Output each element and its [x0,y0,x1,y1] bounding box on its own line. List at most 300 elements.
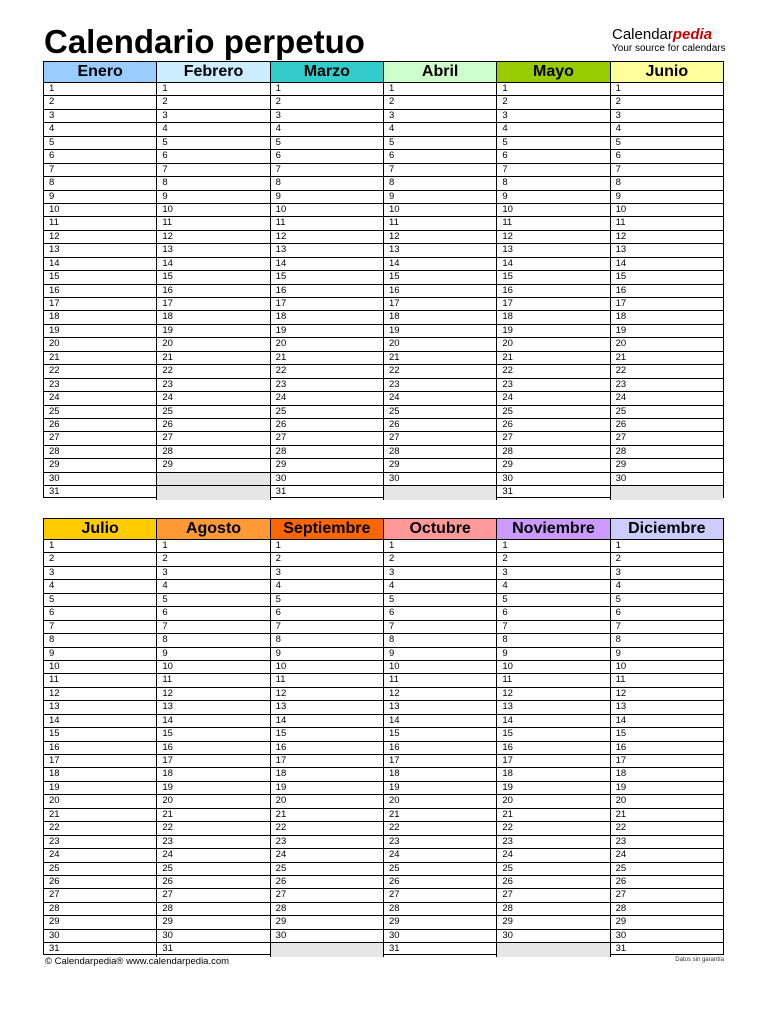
day-cell[interactable]: 12 [271,231,383,244]
day-cell[interactable]: 23 [611,836,723,849]
day-cell[interactable]: 18 [44,768,156,781]
day-cell[interactable]: 22 [497,365,609,378]
day-cell[interactable]: 14 [271,258,383,271]
day-cell[interactable]: 6 [384,150,496,163]
day-cell[interactable]: 13 [44,244,156,257]
day-cell[interactable]: 25 [157,406,269,419]
day-cell[interactable]: 8 [384,634,496,647]
day-cell[interactable]: 26 [271,419,383,432]
day-cell[interactable]: 11 [157,674,269,687]
unused-day-cell[interactable] [157,486,269,499]
day-cell[interactable]: 10 [611,661,723,674]
day-cell[interactable]: 24 [271,392,383,405]
day-cell[interactable]: 29 [384,916,496,929]
day-cell[interactable]: 5 [611,137,723,150]
day-cell[interactable]: 24 [157,849,269,862]
day-cell[interactable]: 8 [611,634,723,647]
day-cell[interactable]: 19 [611,325,723,338]
day-cell[interactable]: 27 [271,889,383,902]
day-cell[interactable]: 6 [157,150,269,163]
day-cell[interactable]: 1 [44,83,156,96]
day-cell[interactable]: 19 [497,325,609,338]
day-cell[interactable]: 2 [271,553,383,566]
day-cell[interactable]: 10 [44,661,156,674]
day-cell[interactable]: 25 [497,863,609,876]
day-cell[interactable]: 18 [44,311,156,324]
day-cell[interactable]: 29 [497,459,609,472]
day-cell[interactable]: 7 [271,164,383,177]
day-cell[interactable]: 18 [157,768,269,781]
day-cell[interactable]: 16 [44,742,156,755]
day-cell[interactable]: 9 [611,648,723,661]
day-cell[interactable]: 17 [44,755,156,768]
day-cell[interactable]: 26 [271,876,383,889]
day-cell[interactable]: 7 [384,164,496,177]
day-cell[interactable]: 14 [44,715,156,728]
day-cell[interactable]: 25 [611,863,723,876]
day-cell[interactable]: 20 [44,338,156,351]
day-cell[interactable]: 18 [497,311,609,324]
day-cell[interactable]: 28 [384,903,496,916]
day-cell[interactable]: 7 [497,621,609,634]
day-cell[interactable]: 2 [271,96,383,109]
day-cell[interactable]: 22 [44,822,156,835]
day-cell[interactable]: 12 [157,231,269,244]
day-cell[interactable]: 13 [44,701,156,714]
day-cell[interactable]: 29 [157,459,269,472]
day-cell[interactable]: 7 [44,621,156,634]
day-cell[interactable]: 29 [271,459,383,472]
day-cell[interactable]: 20 [611,338,723,351]
day-cell[interactable]: 8 [44,634,156,647]
day-cell[interactable]: 27 [611,432,723,445]
day-cell[interactable]: 19 [157,325,269,338]
day-cell[interactable]: 12 [384,688,496,701]
day-cell[interactable]: 22 [157,365,269,378]
day-cell[interactable]: 30 [497,473,609,486]
day-cell[interactable]: 10 [157,661,269,674]
day-cell[interactable]: 5 [157,594,269,607]
day-cell[interactable]: 1 [157,540,269,553]
day-cell[interactable]: 27 [44,889,156,902]
day-cell[interactable]: 27 [271,432,383,445]
day-cell[interactable]: 17 [157,755,269,768]
day-cell[interactable]: 29 [611,916,723,929]
day-cell[interactable]: 9 [44,191,156,204]
day-cell[interactable]: 31 [162,943,173,955]
day-cell[interactable]: 7 [157,164,269,177]
day-cell[interactable]: 25 [271,863,383,876]
day-cell[interactable]: 28 [271,446,383,459]
day-cell[interactable]: 12 [44,688,156,701]
day-cell[interactable]: 23 [384,379,496,392]
day-cell[interactable]: 11 [611,674,723,687]
day-cell[interactable]: 18 [157,311,269,324]
day-cell[interactable]: 5 [611,594,723,607]
day-cell[interactable]: 22 [44,365,156,378]
day-cell[interactable]: 20 [44,795,156,808]
day-cell[interactable]: 24 [271,849,383,862]
day-cell[interactable]: 9 [271,648,383,661]
day-cell[interactable]: 15 [157,271,269,284]
day-cell[interactable]: 4 [611,123,723,136]
day-cell[interactable]: 6 [44,607,156,620]
day-cell[interactable]: 24 [611,849,723,862]
day-cell[interactable]: 9 [384,648,496,661]
day-cell[interactable]: 17 [497,755,609,768]
day-cell[interactable]: 24 [497,392,609,405]
day-cell[interactable]: 15 [611,271,723,284]
day-cell[interactable]: 6 [611,607,723,620]
day-cell[interactable]: 2 [157,96,269,109]
day-cell[interactable]: 5 [497,594,609,607]
day-cell[interactable]: 25 [384,863,496,876]
day-cell[interactable]: 4 [384,580,496,593]
day-cell[interactable]: 8 [157,634,269,647]
day-cell[interactable]: 13 [384,244,496,257]
day-cell[interactable]: 25 [157,863,269,876]
day-cell[interactable]: 14 [384,258,496,271]
day-cell[interactable]: 31 [615,943,627,955]
day-cell[interactable]: 1 [611,83,723,96]
day-cell[interactable]: 8 [44,177,156,190]
day-cell[interactable]: 23 [611,379,723,392]
day-cell[interactable]: 10 [44,204,156,217]
day-cell[interactable]: 26 [611,876,723,889]
day-cell[interactable]: 3 [497,567,609,580]
day-cell[interactable]: 9 [497,191,609,204]
day-cell[interactable]: 13 [611,701,723,714]
day-cell[interactable]: 11 [497,674,609,687]
day-cell[interactable]: 11 [44,674,156,687]
day-cell[interactable]: 25 [44,406,156,419]
day-cell[interactable]: 29 [271,916,383,929]
day-cell[interactable]: 10 [157,204,269,217]
day-cell[interactable]: 25 [44,863,156,876]
day-cell[interactable]: 26 [44,876,156,889]
day-cell[interactable]: 16 [384,742,496,755]
day-cell[interactable]: 15 [44,728,156,741]
day-cell[interactable]: 4 [271,123,383,136]
day-cell[interactable]: 18 [271,311,383,324]
day-cell[interactable]: 24 [44,392,156,405]
day-cell[interactable]: 3 [611,110,723,123]
day-cell[interactable]: 18 [384,311,496,324]
day-cell[interactable]: 20 [271,338,383,351]
day-cell[interactable]: 11 [271,217,383,230]
day-cell[interactable]: 3 [497,110,609,123]
day-cell[interactable]: 5 [384,137,496,150]
day-cell[interactable]: 10 [497,661,609,674]
day-cell[interactable]: 15 [271,728,383,741]
day-cell[interactable]: 21 [611,352,723,365]
day-cell[interactable]: 2 [44,553,156,566]
day-cell[interactable]: 8 [611,177,723,190]
day-cell[interactable]: 30 [611,473,723,486]
day-cell[interactable]: 24 [497,849,609,862]
day-cell[interactable]: 1 [384,83,496,96]
day-cell[interactable]: 14 [44,258,156,271]
day-cell[interactable]: 1 [271,540,383,553]
day-cell[interactable]: 3 [44,567,156,580]
day-cell[interactable]: 13 [271,244,383,257]
day-cell[interactable]: 14 [611,258,723,271]
day-cell[interactable]: 21 [271,809,383,822]
day-cell[interactable]: 21 [44,352,156,365]
day-cell[interactable]: 11 [44,217,156,230]
day-cell[interactable]: 12 [497,231,609,244]
day-cell[interactable]: 17 [497,298,609,311]
day-cell[interactable]: 20 [611,795,723,808]
day-cell[interactable]: 30 [44,473,156,486]
day-cell[interactable]: 30 [271,473,383,486]
day-cell[interactable]: 25 [611,406,723,419]
day-cell[interactable]: 3 [384,567,496,580]
day-cell[interactable]: 8 [271,177,383,190]
day-cell[interactable]: 28 [157,446,269,459]
day-cell[interactable]: 10 [611,204,723,217]
day-cell[interactable]: 2 [384,96,496,109]
day-cell[interactable]: 1 [157,83,269,96]
day-cell[interactable]: 2 [44,96,156,109]
day-cell[interactable]: 7 [44,164,156,177]
day-cell[interactable]: 10 [271,204,383,217]
day-cell[interactable]: 19 [44,782,156,795]
day-cell[interactable]: 4 [497,123,609,136]
day-cell[interactable]: 1 [44,540,156,553]
day-cell[interactable]: 10 [384,661,496,674]
day-cell[interactable]: 16 [271,742,383,755]
day-cell[interactable]: 7 [611,621,723,634]
day-cell[interactable]: 11 [157,217,269,230]
day-cell[interactable]: 16 [497,285,609,298]
day-cell[interactable]: 27 [384,889,496,902]
day-cell[interactable]: 17 [271,298,383,311]
day-cell[interactable]: 18 [384,768,496,781]
day-cell[interactable]: 5 [44,594,156,607]
day-cell[interactable]: 27 [44,432,156,445]
day-cell[interactable]: 2 [611,553,723,566]
day-cell[interactable]: 16 [497,742,609,755]
day-cell[interactable]: 3 [271,110,383,123]
day-cell[interactable]: 2 [611,96,723,109]
day-cell[interactable]: 4 [271,580,383,593]
day-cell[interactable]: 6 [384,607,496,620]
day-cell[interactable]: 26 [497,419,609,432]
day-cell[interactable]: 4 [44,123,156,136]
day-cell[interactable]: 31 [502,486,513,498]
day-cell[interactable]: 17 [384,298,496,311]
day-cell[interactable]: 13 [611,244,723,257]
day-cell[interactable]: 17 [611,755,723,768]
day-cell[interactable]: 20 [157,795,269,808]
day-cell[interactable]: 20 [497,338,609,351]
day-cell[interactable]: 24 [44,849,156,862]
day-cell[interactable]: 8 [497,177,609,190]
day-cell[interactable]: 20 [384,795,496,808]
day-cell[interactable]: 22 [497,822,609,835]
day-cell[interactable]: 19 [384,325,496,338]
day-cell[interactable]: 16 [44,285,156,298]
day-cell[interactable]: 3 [611,567,723,580]
day-cell[interactable]: 5 [384,594,496,607]
day-cell[interactable]: 4 [157,123,269,136]
day-cell[interactable]: 9 [44,648,156,661]
day-cell[interactable]: 15 [384,728,496,741]
day-cell[interactable]: 17 [271,755,383,768]
day-cell[interactable]: 1 [384,540,496,553]
day-cell[interactable]: 1 [611,540,723,553]
day-cell[interactable]: 23 [157,379,269,392]
day-cell[interactable]: 21 [497,809,609,822]
day-cell[interactable]: 31 [388,943,400,955]
day-cell[interactable]: 16 [611,285,723,298]
day-cell[interactable]: 28 [611,446,723,459]
day-cell[interactable]: 7 [611,164,723,177]
day-cell[interactable]: 28 [44,903,156,916]
day-cell[interactable]: 21 [157,809,269,822]
day-cell[interactable]: 21 [611,809,723,822]
day-cell[interactable]: 22 [384,822,496,835]
day-cell[interactable]: 19 [384,782,496,795]
day-cell[interactable]: 3 [384,110,496,123]
day-cell[interactable]: 13 [157,244,269,257]
day-cell[interactable]: 23 [44,836,156,849]
day-cell[interactable]: 15 [611,728,723,741]
day-cell[interactable]: 5 [157,137,269,150]
day-cell[interactable]: 8 [497,634,609,647]
day-cell[interactable]: 7 [157,621,269,634]
day-cell[interactable]: 26 [384,876,496,889]
day-cell[interactable]: 11 [384,674,496,687]
day-cell[interactable]: 23 [157,836,269,849]
day-cell[interactable]: 6 [271,607,383,620]
day-cell[interactable]: 16 [384,285,496,298]
day-cell[interactable]: 13 [497,701,609,714]
day-cell[interactable]: 10 [384,204,496,217]
day-cell[interactable]: 22 [157,822,269,835]
day-cell[interactable]: 30 [611,930,723,943]
day-cell[interactable]: 27 [497,889,609,902]
day-cell[interactable]: 21 [44,809,156,822]
day-cell[interactable]: 3 [44,110,156,123]
day-cell[interactable]: 9 [271,191,383,204]
day-cell[interactable]: 6 [611,150,723,163]
day-cell[interactable]: 12 [497,688,609,701]
day-cell[interactable]: 11 [384,217,496,230]
day-cell[interactable]: 22 [611,822,723,835]
day-cell[interactable]: 1 [497,540,609,553]
day-cell[interactable]: 28 [44,446,156,459]
day-cell[interactable]: 16 [157,285,269,298]
day-cell[interactable]: 9 [497,648,609,661]
day-cell[interactable]: 15 [497,728,609,741]
day-cell[interactable]: 27 [384,432,496,445]
day-cell[interactable]: 31 [275,486,287,498]
day-cell[interactable]: 19 [497,782,609,795]
day-cell[interactable]: 24 [384,849,496,862]
day-cell[interactable]: 13 [384,701,496,714]
day-cell[interactable]: 6 [497,607,609,620]
day-cell[interactable]: 29 [44,459,156,472]
day-cell[interactable]: 2 [497,553,609,566]
day-cell[interactable]: 30 [271,930,383,943]
unused-day-cell[interactable] [157,473,269,486]
day-cell[interactable]: 28 [384,446,496,459]
day-cell[interactable]: 19 [271,325,383,338]
day-cell[interactable]: 2 [497,96,609,109]
day-cell[interactable]: 18 [271,768,383,781]
day-cell[interactable]: 7 [271,621,383,634]
day-cell[interactable]: 22 [384,365,496,378]
day-cell[interactable]: 28 [611,903,723,916]
day-cell[interactable]: 10 [497,204,609,217]
day-cell[interactable]: 6 [157,607,269,620]
day-cell[interactable]: 27 [497,432,609,445]
day-cell[interactable]: 21 [157,352,269,365]
day-cell[interactable]: 27 [157,432,269,445]
day-cell[interactable]: 22 [271,365,383,378]
day-cell[interactable]: 23 [497,836,609,849]
day-cell[interactable]: 5 [271,137,383,150]
day-cell[interactable]: 29 [44,916,156,929]
day-cell[interactable]: 19 [271,782,383,795]
day-cell[interactable]: 8 [384,177,496,190]
day-cell[interactable]: 28 [497,446,609,459]
day-cell[interactable]: 22 [271,822,383,835]
day-cell[interactable]: 26 [384,419,496,432]
day-cell[interactable]: 3 [157,567,269,580]
day-cell[interactable]: 3 [271,567,383,580]
day-cell[interactable]: 24 [384,392,496,405]
day-cell[interactable]: 12 [44,231,156,244]
day-cell[interactable]: 7 [497,164,609,177]
day-cell[interactable]: 29 [384,459,496,472]
day-cell[interactable]: 21 [271,352,383,365]
day-cell[interactable]: 21 [384,352,496,365]
day-cell[interactable]: 17 [384,755,496,768]
day-cell[interactable]: 26 [611,419,723,432]
day-cell[interactable]: 4 [497,580,609,593]
day-cell[interactable]: 5 [44,137,156,150]
day-cell[interactable]: 26 [157,419,269,432]
day-cell[interactable]: 24 [157,392,269,405]
day-cell[interactable]: 20 [384,338,496,351]
day-cell[interactable]: 9 [384,191,496,204]
day-cell[interactable]: 10 [271,661,383,674]
day-cell[interactable]: 11 [611,217,723,230]
day-cell[interactable]: 4 [384,123,496,136]
unused-day-cell[interactable] [384,486,496,499]
day-cell[interactable]: 28 [497,903,609,916]
day-cell[interactable]: 22 [611,365,723,378]
day-cell[interactable]: 4 [44,580,156,593]
day-cell[interactable]: 2 [384,553,496,566]
day-cell[interactable]: 9 [611,191,723,204]
day-cell[interactable]: 14 [384,715,496,728]
day-cell[interactable]: 13 [497,244,609,257]
day-cell[interactable]: 27 [611,889,723,902]
day-cell[interactable]: 28 [271,903,383,916]
day-cell[interactable]: 17 [157,298,269,311]
day-cell[interactable]: 15 [271,271,383,284]
day-cell[interactable]: 7 [384,621,496,634]
day-cell[interactable]: 16 [271,285,383,298]
day-cell[interactable]: 11 [271,674,383,687]
day-cell[interactable]: 23 [44,379,156,392]
unused-day-cell[interactable] [497,943,609,956]
day-cell[interactable]: 18 [611,768,723,781]
